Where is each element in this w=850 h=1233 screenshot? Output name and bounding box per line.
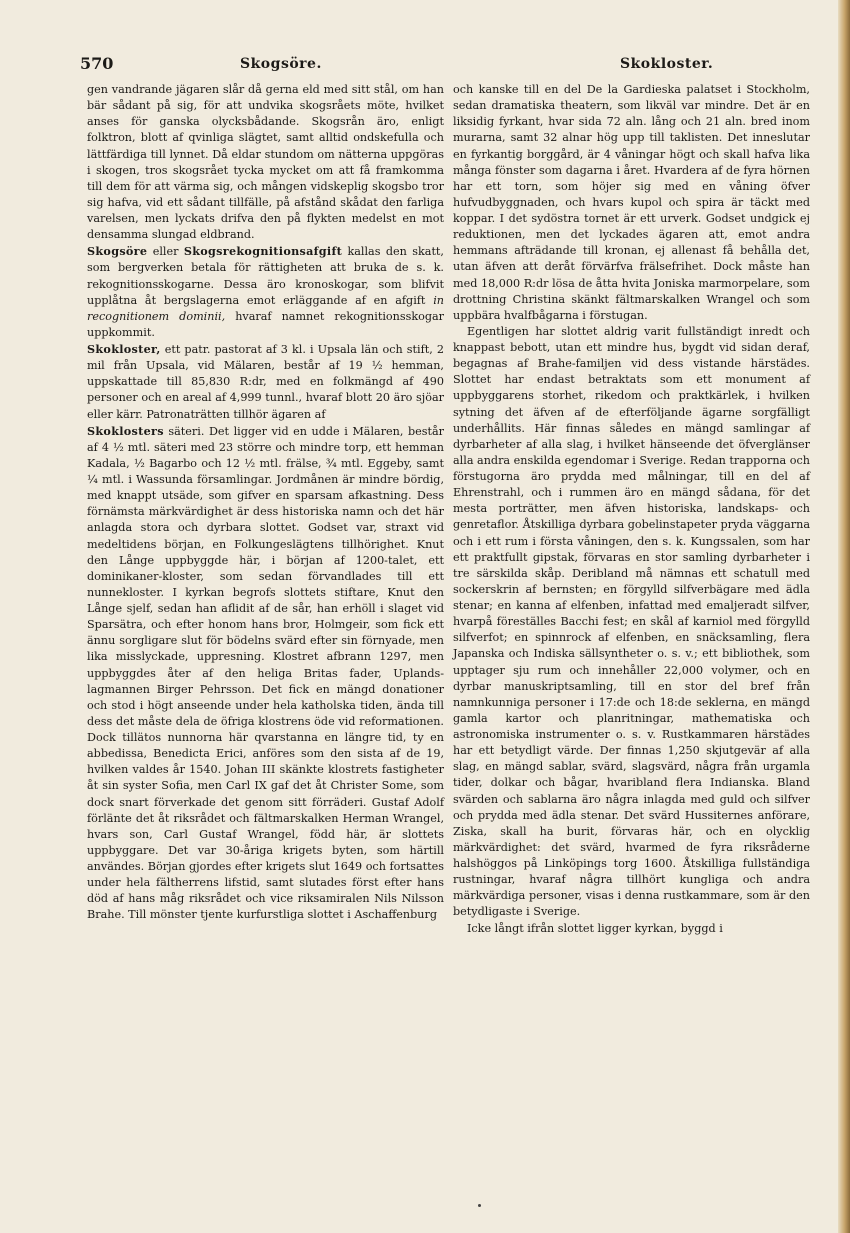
- entry-text: ett patr. pastorat af 3 kl. i Upsala län och stift, 2 mil från Upsala, vid Mälaren, består af 19 ½ hemman, uppskattade till 85,830 R:dr, med en folkmängd af 490 personer och en areal af 4,999 tunnl., hvaraf blott 20 äro sjöar eller kärr. Patronaträtten tillhör ägaren af: [87, 343, 444, 421]
- headword: Skogsrekognitionsafgift: [183, 244, 343, 259]
- print-speck: [478, 1204, 481, 1207]
- left-running-head: Skogsöre.: [240, 56, 322, 72]
- entry-text: säteri. Det ligger vid en udde i Mälaren, består af 4 ½ mtl. säteri med 23 större och mindre torp, ett hemman Kadala, ½ Bagarbo och 12 ½ mtl. frälse, ¾ mtl. Eggeby, samt ¼ mtl. i Wassunda församlingar. Jordmånen är mindre bördig, med knappt utsäde, som gifver en sparsam afkastning. Dess förnämsta märkvärdighet är dess historiska namn och det här anlagda stora och dyrbara slottet. Godset var, straxt vid medeltidens början, en Folkungeslägtens tillhörighet. Knut den Långe uppbyggde här, i början af 1200-talet, ett dominikaner-kloster, som sedan förvandlades till ett nunnekloster. I kyrkan begrofs slottets stiftare, Knut den Långe sjelf, sedan han aflidit af de sår, han erhöll i slaget vid Sparsätra, och efter honom hans bror, Holmgeir, som fick ett ännu sorgligare slut för bödelns svärd efter sin förnyade, men lika misslyckade, uppresning. Klostret afbrann 1297, men uppbyggdes åter af den heliga Britas fader, Uplands-lagmannen Birger Pehrsson. Det fick en mängd donationer och stod i högt anseende under hela katholska tiden, ända till dess det måste dela de öfriga klostrens öde vid reformationen. Dock tillätos nunnorna här qvarstanna en längre tid, ty en abbedissa, Benedicta Erici, anföres som den sista af de 19, hvilken valdes år 1540. Johan III skänkte klostrets fastigheter åt sin syster Sofia, men Carl IX gaf det åt Christer Some, som dock snart förverkade det genom sitt förräderi. Gustaf Adolf förlänte det åt riksrådet och fältmarskalken Herman Wrangel, hvars son, Carl Gustaf Wrangel, född här, är slottets uppbyggare. Det var 30-åriga krigets byten, som härtill användes. Början gjordes efter krigets slut 1649 och fortsattes under hela fältherrens lifstid, samt slutades först efter hans död af hans måg riksrådet och vice riksamiralen Nils Nilsson Brahe. Till mönster tjente kurfurstliga slottet i Aschaffenburg: [87, 424, 444, 922]
- page-number: 570: [80, 54, 114, 73]
- headword: Skokloster,: [87, 342, 161, 356]
- right-running-head: Skokloster.: [620, 56, 714, 72]
- right-column: [453, 82, 810, 937]
- paragraph: Egentligen har slottet aldrig varit fullständigt inredt och knappast bebott, utan ett mindre hus, bygdt vid sidan deraf, begagnas af Brahe-familjen vid dess vistande härstädes. Slottet har endast betraktats som ett monument af uppbyggarens storhet, rikedom och praktkärlek, i hvilken sytning det äfven af de efterföljande ägarne sorgfälligt underhållits. Här finnas således en mängd samlingar af dyrbarheter af alla slag, i hvilket hänseende det öfverglänser alla andra enskilda egendomar i Sverige. Redan trapporna och förstugorna äro prydda med målningar, till en del af Ehrenstrahl, och i rummen äro en mängd sådana, för det mesta porträtter, men äfven historiska, landskaps- och genretaflor. Åtskilliga dyrbara gobelinstapeter pryda väggarna och i ett rum i första våningen, den s. k. Kungssalen, som har ett praktfullt gipstak, förvaras en stor samling dyrbarheter i tre särskilda skåp. Deribland må nämnas ett schatull med sockerskrin af bernsten; en förgylld silfverbägare med ädla stenar; en kanna af elfenben, infattad med emaljeradt silfver, hvarpå föreställes Bacchi fest; en skål af karniol med förgylld silfverfot; en spinnrock af elfenben, en snäcksamling, flera Japanska och Indiska sällsyntheter o. s. v.; ett bibliothek, som upptager sju rum och innehåller 22,000 volymer, och en dyrbar manuskriptsamling, till en stor del bref från namnkunniga personer i 17:de och 18:de seklerna, en mängd gamla kartor och planritningar, mathematiska och astronomiska instrumenter o. s. v. Rustkammaren härstädes har ett betydligt värde. Der finnas 1,250 skjutgevär af alla slag, en mängd sablar, svärd, slagsvärd, några från urgamla tider, dolkar och bågar, hvaribland flera Indianska. Bland svärden och sablarna äro några inlagda med guld och silfver och prydda med ädla stenar. Det svärd Hussiternes anförare, Ziska, skall ha burit, förvaras här, och en olycklig märkvärdighet: det svärd, hvarmed de fyra riksråderne halshöggos på Linköpings torg 1600. Åtskilliga fullständiga rustningar, hvaraf några tillhört kungliga och andra märkvärdiga personer, visas i denna rustkammare, som är den betydligaste i Sverige.: [453, 324, 810, 919]
- entry-skoklosters: [87, 423, 444, 924]
- entry-text: eller: [152, 245, 179, 259]
- entry-skogsore: [87, 243, 444, 341]
- running-header: [80, 54, 832, 76]
- paragraph: gen vandrande jägaren slår då gerna eld med sitt stål, om han bär sådant på sig, för att undvika skogsråets möte, hvilket anses för ganska olycksbådande. Skogsrån äro, enligt folktron, blott af qvinliga slägtet, samt alltid ondskefulla och lättfärdiga till lynnet. Då eldar stundom om nätterna uppgöras i skogen, tros skogsrået tycka mycket om att få framkomma till dem för att värma sig, och mången vidskeplig skogsbo tror sig hafva, vid ett sådant tillfälle, på afstånd skådat den farliga varelsen, men lyckats drifva den på flykten medelst en mot densamma slungad eldbrand.: [87, 83, 444, 242]
- latin-phrase: in recognitionem dominii,: [87, 293, 444, 323]
- entry-text: hvaraf namnet rekognitionsskogar uppkommit.: [87, 309, 445, 339]
- headword: Skogsöre: [87, 244, 148, 259]
- headword: Skoklosters: [87, 423, 164, 438]
- entry-skokloster: [87, 341, 444, 423]
- paragraph: Icke långt ifrån slottet ligger kyrkan, byggd i: [467, 921, 723, 935]
- entry-text: kallas den skatt, som bergverken betala för rättigheten att bruka de s. k. rekognitionsskogarne. Dessa äro kronoskogar, som blifvit upplåtna åt bergslagerna emot erläggande af en afgift: [87, 245, 444, 307]
- paragraph: och kanske till en del De la Gardieska palatset i Stockholm, sedan dramatiska theatern, som likväl var mindre. Det är en liksidig fyrkant, hvar sida 72 aln. lång och 21 aln. bred inom murarna, samt 32 alnar hög upp till taklisten. Det inneslutar en fyrkantig borggård, är 4 våningar högt och skall hafva lika många fönster som dagarna i året. Hvardera af de fyra hörnen har ett torn, som höjer sig med en våning öfver hufvudbyggnaden, och hvars kupol och spira är täckt med koppar. I det sydöstra tornet är ett urverk. Godset undgick ej reduktionen, men det lyckades ägaren att, emot andra hemmans afträdande till kronan, ej allenast få behålla det, utan äfven att deråt förvärfva frälsefrihet. Dock måste han med 18,000 R:dr lösa de åtta hvita Joniska marmorpelare, som drottning Christina skänkt fältmarskalken Wrangel och som uppbära hvalfbågarna i förstugan.: [453, 83, 810, 322]
- page-edge: [838, 0, 850, 1233]
- left-column: [87, 82, 444, 924]
